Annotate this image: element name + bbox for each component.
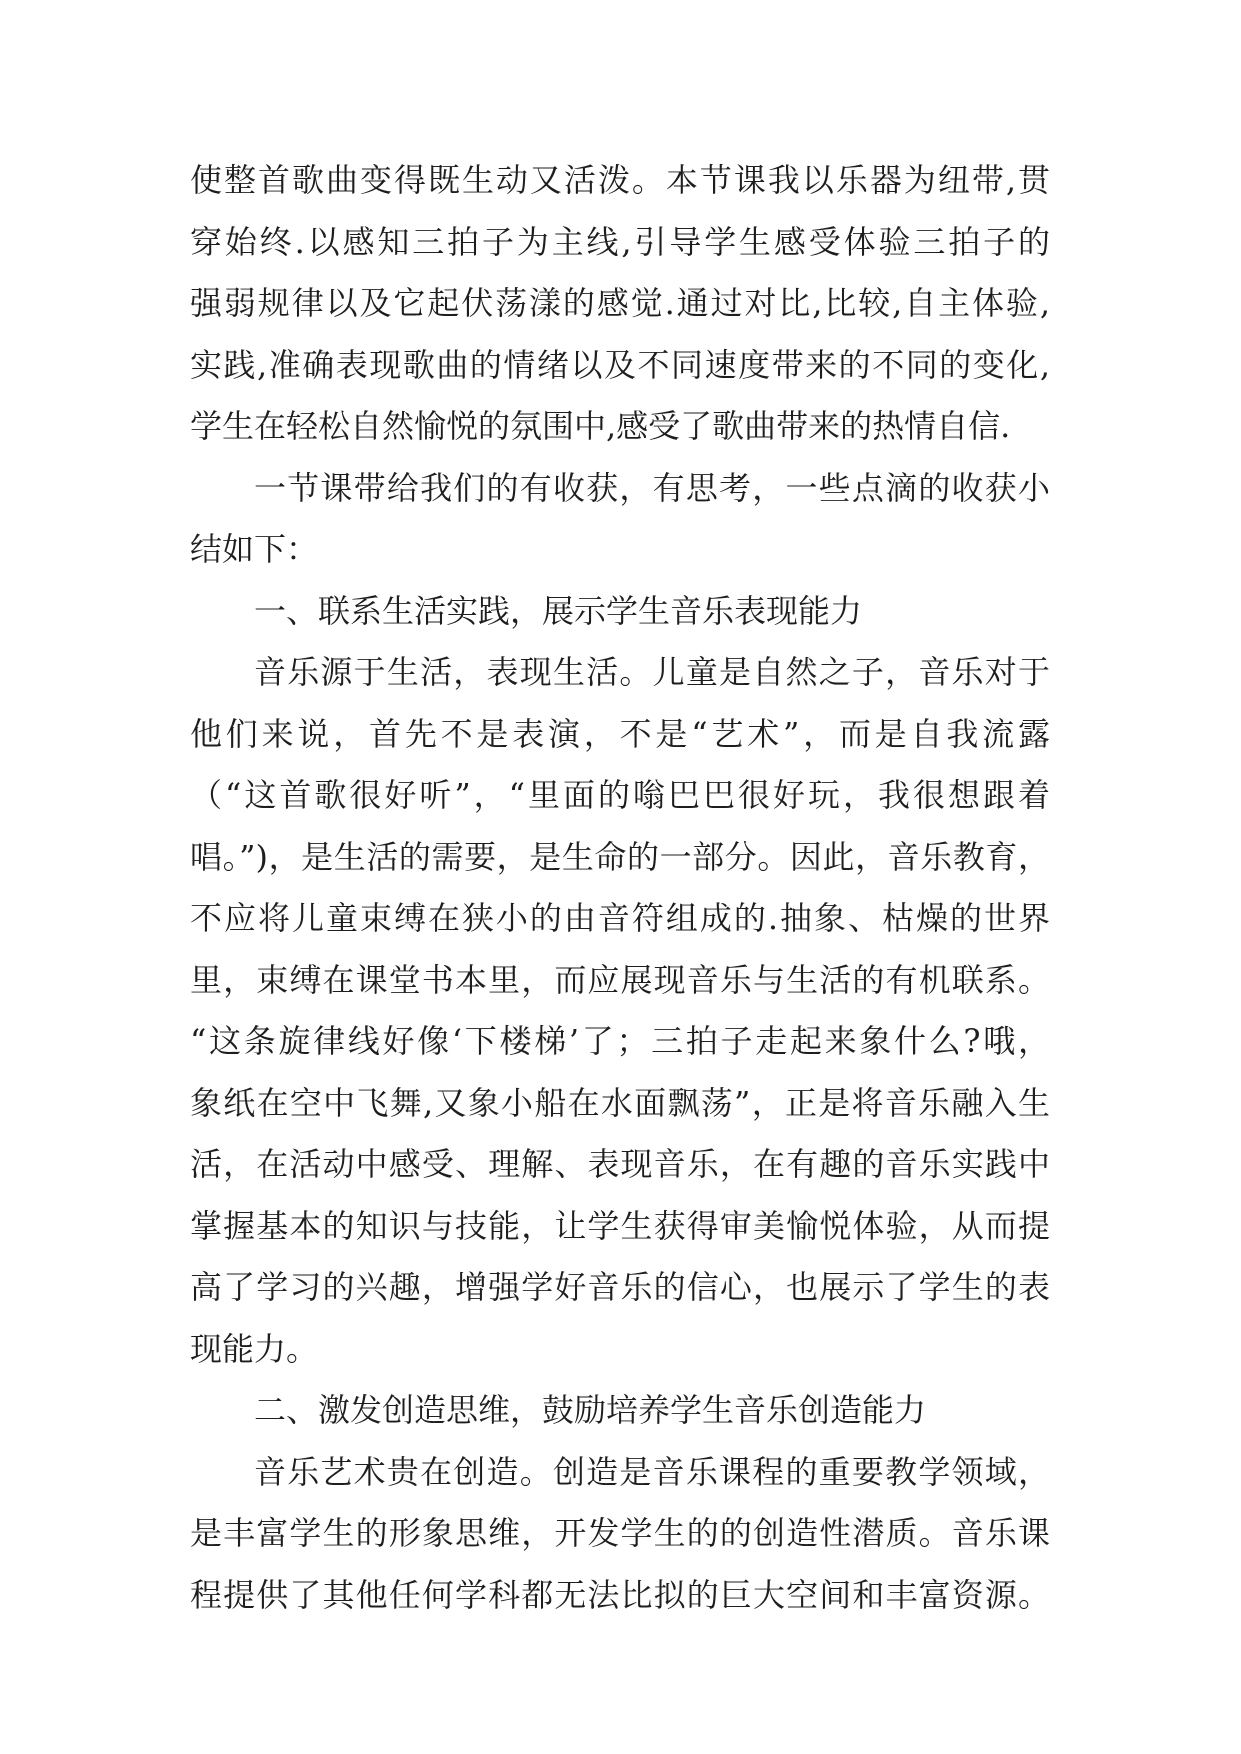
text-line: 程提供了其他任何学科都无法比拟的巨大空间和丰富资源。 — [190, 1575, 1050, 1614]
text-line: （“这首歌很好听”，“里面的嗡巴巴很好玩，我很想跟着 — [190, 776, 1050, 814]
section-heading-2: 二、激发创造思维，鼓励培养学生音乐创造能力 — [254, 1391, 927, 1429]
text-line: 不应将儿童束缚在狭小的由音符组成的.抽象、枯燥的世界 — [190, 899, 1050, 937]
text-line: 强弱规律以及它起伏荡漾的感觉.通过对比,比较,自主体验, — [190, 284, 1050, 322]
text-line: 是丰富学生的形象思维，开发学生的的创造性潜质。音乐课 — [190, 1514, 1050, 1552]
text-line: 象纸在空中飞舞,又象小船在水面飘荡”，正是将音乐融入生 — [190, 1083, 1050, 1122]
text-line: 使整首歌曲变得既生动又活泼。本节课我以乐器为纽带,贯 — [190, 161, 1050, 199]
text-line: 实践,准确表现歌曲的情绪以及不同速度带来的不同的变化, — [190, 345, 1050, 384]
section-heading-1: 一、联系生活实践，展示学生音乐表现能力 — [254, 591, 863, 630]
text-line: 唱。”)，是生活的需要，是生命的一部分。因此，音乐教育， — [190, 837, 1050, 876]
text-line: 音乐艺术贵在创造。创造是音乐课程的重要教学领域， — [254, 1452, 1050, 1491]
text-line: 里，束缚在课堂书本里，而应展现音乐与生活的有机联系。 — [190, 960, 1050, 999]
text-line: “这条旋律线好像‘下楼梯’了；三拍子走起来象什么?哦， — [190, 1022, 1050, 1060]
text-line: 音乐源于生活，表现生活。儿童是自然之子，音乐对于 — [254, 653, 1050, 691]
text-line: 高了学习的兴趣，增强学好音乐的信心，也展示了学生的表 — [190, 1268, 1050, 1306]
text-line: 现能力。 — [190, 1329, 319, 1368]
body-text — [190, 150, 1050, 1626]
text-line: 掌握基本的知识与技能，让学生获得审美愉悦体验，从而提 — [190, 1206, 1050, 1245]
text-line: 学生在轻松自然愉悦的氛围中,感受了歌曲带来的热情自信. — [190, 407, 1011, 445]
text-line: 一节课带给我们的有收获，有思考，一些点滴的收获小 — [254, 468, 1050, 507]
text-line: 结如下： — [190, 530, 319, 568]
text-line: 穿始终.以感知三拍子为主线,引导学生感受体验三拍子的 — [190, 222, 1050, 261]
text-line: 活，在活动中感受、理解、表现音乐，在有趣的音乐实践中 — [190, 1145, 1050, 1183]
text-line: 他们来说，首先不是表演，不是“艺术”，而是自我流露 — [190, 714, 1050, 753]
